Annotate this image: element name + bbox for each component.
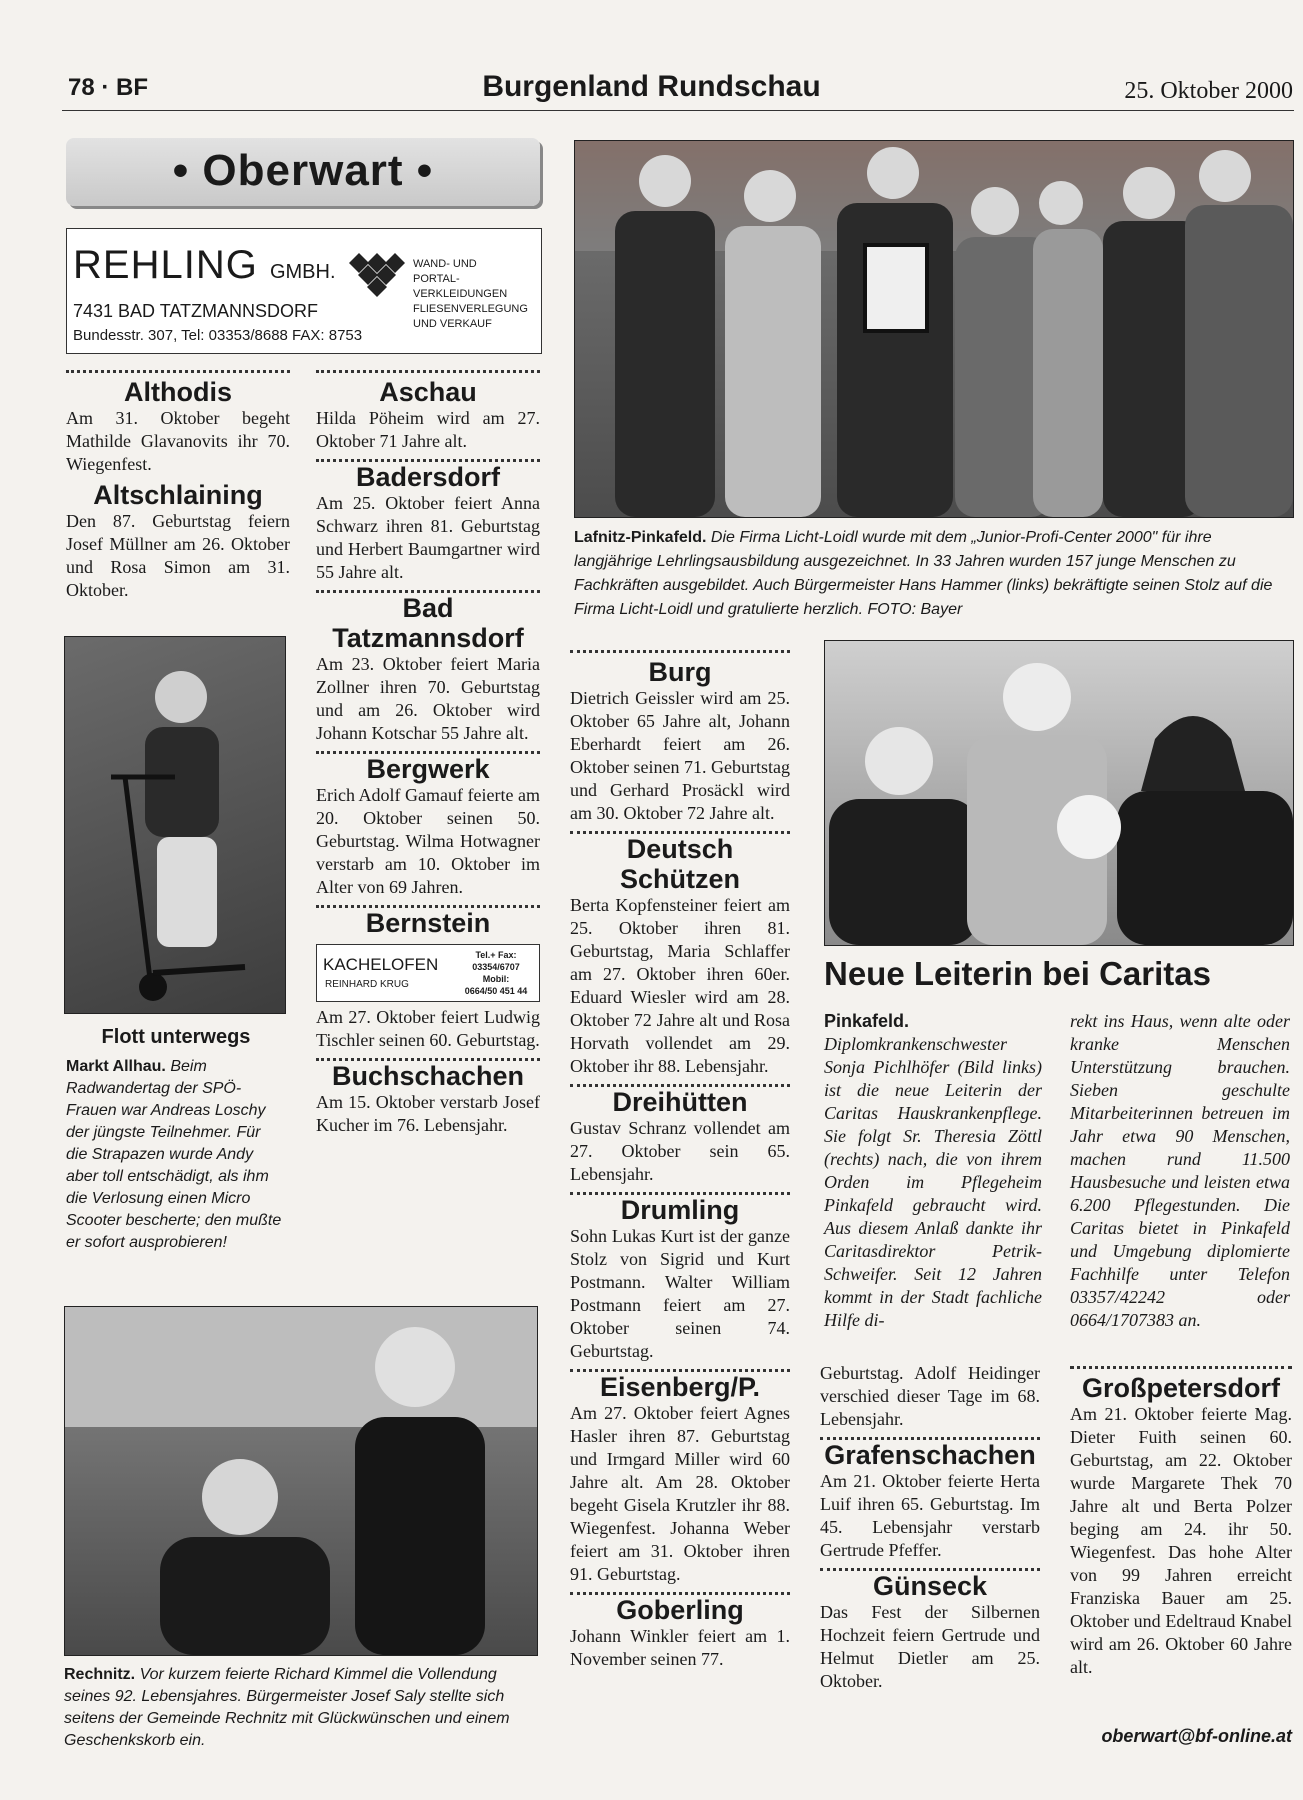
caption-flott: Markt Allhau. Beim Radwandertag der SPÖ-Frauen war Andreas Loschy der jüngste Teilnehmer. Für die Strapazen wurde Andy aber toll entschädigt, als ihm die Verlosung einen Micro Scooter bescherte; den mußte er sofort ausprobieren! — [66, 1058, 282, 1251]
heading-eisenberg: Eisenberg/P. — [599, 1372, 761, 1402]
text-burg: Dietrich Geissler wird am 25. Oktober 65 Jahre alt, Johann Eberhardt feiert am 26. Oktober seinen 71. Geburtstag und Gerhard Prosäckl wird am 30. Oktober 72 Jahre alt. — [570, 688, 790, 823]
text-bernstein: Am 27. Oktober feiert Ludwig Tischler seinen 60. Geburtstag. — [316, 1007, 540, 1050]
text-deutsch: Berta Kopfensteiner feiert am 25. Oktober ihren 81. Geburtstag, Maria Schlaffer am 27. Oktober ihren 60er. Eduard Wiesler wird am 28. Oktober 72 Jahre alt und Rosa Horvath vollendet am 29. Oktober ihr 88. Lebensjahr. — [570, 895, 790, 1076]
caritas-photo-art — [825, 641, 1293, 945]
text-eisenberg: Am 27. Oktober feiert Agnes Hasler ihren 87. Geburtstag und Irmgard Miller wird 60 Jahre alt. Am 28. Oktober begeht Gisela Krutzler ihr 88. Wiegenfest. Johanna Weber feiert am 31. Oktober ihren 91. Geburtstag. — [570, 1403, 790, 1584]
heading-bernstein: Bernstein — [365, 908, 491, 938]
header-rule — [62, 110, 1294, 111]
heading-aschau: Aschau — [379, 377, 477, 407]
caritas-photo — [824, 640, 1294, 946]
heading-buchschachen: Buchschachen — [331, 1061, 525, 1091]
dotted-rule — [66, 370, 290, 373]
scooter-caption — [66, 1022, 286, 1254]
group-caption: Lafnitz-Pinkafeld. Die Firma Licht-Loidl wurde mit dem „Junior-Profi-Center 2000" für ihre langjährige Lehrlingsausbildung ausgezeichnet. In 33 Jahren wurden 157 junge Menschen zu Fachkräften ausgebildet. Auch Bürgermeister Hans Hammer (links) bekräftigte seinen Stolz auf die Firma Licht-Loidl und gratulierte herzlich. FOTO: Bayer — [574, 529, 1273, 618]
rechnitz-caption: Rechnitz. Vor kurzem feierte Richard Kimmel die Vollendung seines 92. Lebensjahres. Bürgermeister Josef Saly stellte sich seitens der Gemeinde Rechnitz mit Glückwünschen und einem Geschenkskorb ein. — [64, 1666, 510, 1749]
text-grosspetersdorf: Am 21. Oktober feierte Mag. Dieter Fuith seinen 60. Geburtstag, am 22. Oktober wurde Margarete Thek 70 Jahre alt und Berta Polzer beging am 24. ihr 50. Wiegenfest. Das hohe Alter von 99 Jahren erreicht Franziska Bauer am 25. Oktober und Edeltraud Knabel wird am 26. Oktober 60 Jahre alt. — [1070, 1404, 1292, 1677]
contact-email[interactable]: oberwart@bf-online.at — [1101, 1726, 1292, 1746]
text-badersdorf: Am 25. Oktober feiert Anna Schwarz ihren 81. Geburtstag und Herbert Baumgartner wird 55 Jahre alt. — [316, 493, 540, 582]
ad-town: 7431 BAD TATZMANNSDORF — [73, 301, 319, 321]
rehling-ad — [66, 228, 542, 354]
text-buchschachen: Am 15. Oktober verstarb Josef Kucher im 76. Lebensjahr. — [316, 1092, 540, 1135]
heading-guenseck: Günseck — [872, 1571, 988, 1601]
text-guenseck: Das Fest der Silbernen Hochzeit feiern Gertrude und Helmut Dietler am 25. Oktober. — [820, 1602, 1040, 1691]
ad-services: WAND- UND PORTAL- VERKLEIDUNGEN FLIESENVERLEGUNG UND VERKAUF — [413, 258, 528, 330]
text-heidinger: Geburtstag. Adolf Heidinger verschied dieser Tage im 68. Lebensjahr. — [820, 1363, 1040, 1429]
heading-grafenschachen: Grafenschachen — [824, 1440, 1036, 1470]
text-aschau: Hilda Pöheim wird am 27. Oktober 71 Jahre alt. — [316, 408, 540, 451]
col2 — [316, 370, 540, 1137]
kachelofen-ad — [316, 944, 540, 1002]
caritas-text-2: rekt ins Haus, wenn alte oder kranke Menschen Unterstützung brauchen. Sieben geschulte Mitarbeiterinnen betreuen im Jahr etwa 90 Menschen, machen rund 11.500 Hausbesuche und leisten etwa 6.200 Pflegestunden. Die Caritas bietet in Pinkafeld und Umgebung diplomierte Fachhilfe unter Telefon 03357/42242 oder 0664/1707383 an. — [1070, 1011, 1290, 1330]
heading-bergwerk: Bergwerk — [366, 754, 490, 784]
newspaper-title: Burgenland Rundschau — [482, 70, 821, 103]
group-photo-art — [575, 141, 1293, 517]
ad-company: REHLING GMBH. — [73, 243, 336, 287]
dotted-rule — [570, 650, 790, 653]
text-bergwerk: Erich Adolf Gamauf feierte am 20. Oktober seinen 50. Geburtstag. Wilma Hotwagner verstarb am 10. Oktober im Alter von 69 Jahren. — [316, 785, 540, 897]
col1 — [66, 370, 290, 602]
col3 — [570, 650, 790, 1671]
section-title: • Oberwart • — [172, 146, 434, 195]
group-photo — [574, 140, 1294, 518]
heading-altschlaining: Altschlaining — [93, 480, 263, 510]
text-altschlaining: Den 87. Geburtstag feiern Josef Müllner am 26. Oktober und Rosa Simon am 31. Oktober. — [66, 511, 290, 600]
heading-badersdorf: Badersdorf — [355, 462, 501, 492]
text-drumling: Sohn Lukas Kurt ist der ganze Stolz von Sigrid und Kurt Postmann. Walter William Postmann feiert am 27. Oktober seinen 74. Geburtstag. — [570, 1226, 790, 1361]
page-number: 78 · BF — [68, 74, 149, 101]
text-althodis: Am 31. Oktober begeht Mathilde Glavanovits ihr 70. Wiegenfest. — [66, 408, 290, 474]
heading-deutsch: Deutsch Schützen — [619, 834, 740, 894]
heading-badtatz: Bad Tatzmannsdorf — [332, 593, 524, 653]
text-dreihuetten: Gustav Schranz vollendet am 27. Oktober sein 65. Lebensjahr. — [570, 1118, 790, 1184]
heading-goberling: Goberling — [616, 1595, 744, 1625]
heading-burg: Burg — [648, 657, 712, 687]
section-banner — [66, 138, 540, 206]
kachelofen-contact: Tel.+ Fax: 03354/6707 Mobil: 0664/50 451 44 — [464, 950, 528, 996]
kachelofen-name: KACHELOFEN — [323, 955, 439, 974]
kachelofen-owner: REINHARD KRUG — [325, 979, 409, 990]
rechnitz-photo — [64, 1306, 538, 1656]
dotted-rule — [1070, 1366, 1292, 1369]
col4 — [820, 1362, 1040, 1693]
col5 — [1070, 1366, 1292, 1679]
heading-grosspetersdorf: Großpetersdorf — [1081, 1373, 1281, 1403]
text-badtatz: Am 23. Oktober feiert Maria Zollner ihren 70. Geburtstag und am 26. Oktober wird Johann Kotschar 55 Jahre alt. — [316, 654, 540, 743]
rechnitz-photo-art — [65, 1307, 537, 1655]
issue-date: 25. Oktober 2000 — [1124, 78, 1293, 104]
scooter-photo — [64, 636, 286, 1014]
caritas-text-1: Pinkafeld. Diplomkrankenschwester Sonja Pichlhöfer (Bild links) ist die neue Leiterin der Caritas Hauskrankenpflege. Sie folgt Sr. Theresia Zöttl (rechts) nach, die von ihrem Orden im Pflegeheim Pinkafeld gebraucht wird. Aus diesem Anlaß dankte ihr Caritasdirektor Petrik-Schweifer. Seit 12 Jahren kommt in der Stadt fachliche Hilfe di- — [824, 1011, 1042, 1330]
text-goberling: Johann Winkler feiert am 1. November seinen 77. — [570, 1626, 790, 1669]
heading-flott: Flott unterwegs — [101, 1026, 251, 1048]
ad-address: Bundesstr. 307, Tel: 03353/8688 FAX: 8753 — [73, 327, 363, 344]
heading-drumling: Drumling — [620, 1195, 740, 1225]
scooter-photo-art — [65, 637, 285, 1013]
caritas-title: Neue Leiterin bei Caritas — [824, 955, 1211, 992]
diamond-logo-icon — [349, 253, 405, 297]
dotted-rule — [316, 370, 540, 373]
heading-althodis: Althodis — [124, 377, 232, 407]
text-grafenschachen: Am 21. Oktober feierte Herta Luif ihren 65. Geburtstag. Im 45. Lebensjahr verstarb Gertrude Pfeffer. — [820, 1471, 1040, 1560]
heading-dreihuetten: Dreihütten — [612, 1087, 748, 1117]
